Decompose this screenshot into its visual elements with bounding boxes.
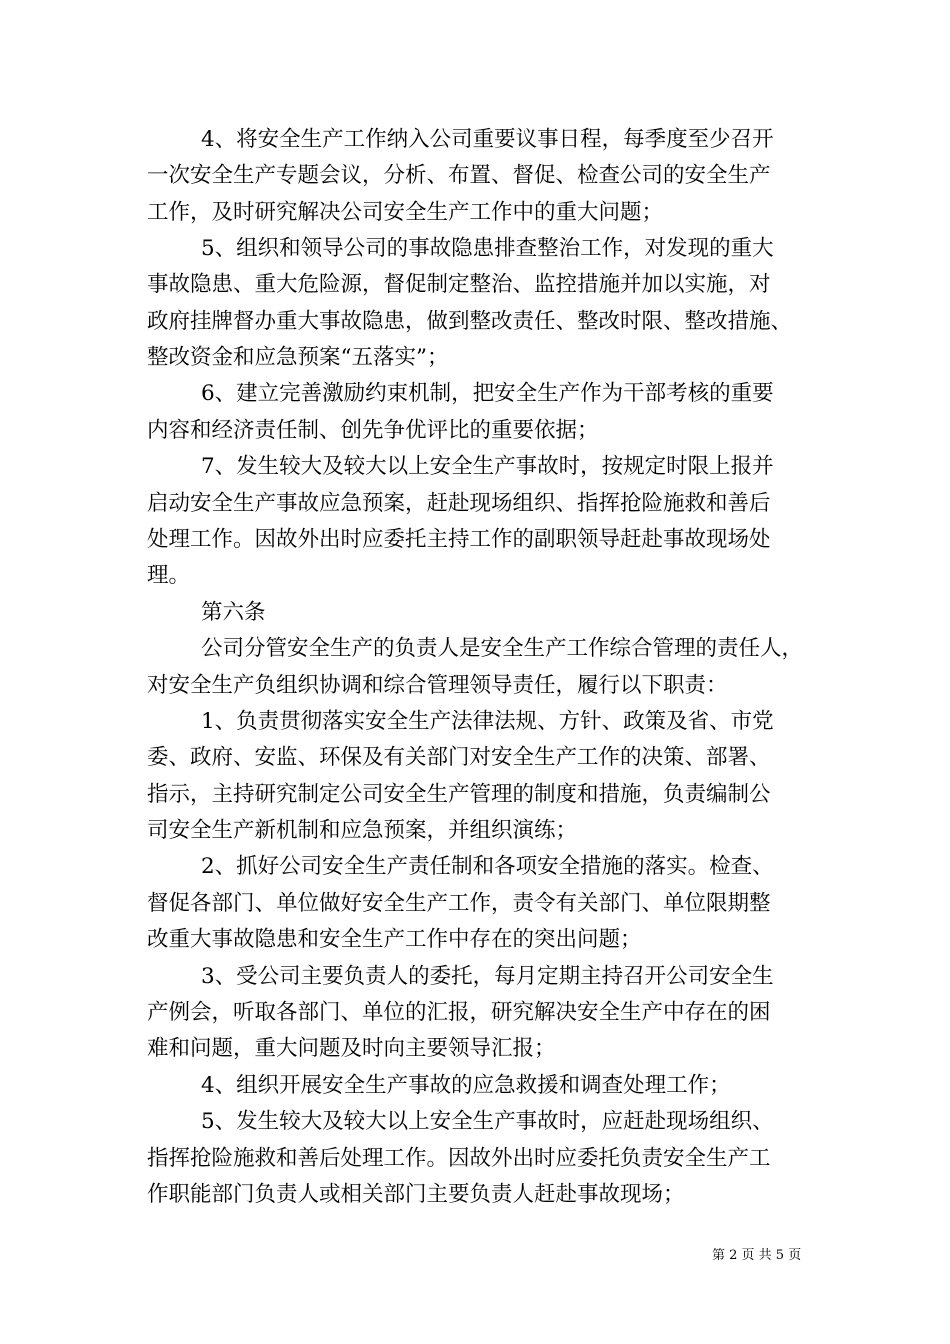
text-line: 1、负责贯彻落实安全生产法律法规、方针、政策及省、市党: [201, 709, 774, 734]
text-line: 内容和经济责任制、创先争优评比的重要依据；: [147, 418, 599, 443]
text-line: 改重大事故隐患和安全生产工作中存在的突出问题；: [147, 927, 642, 952]
text-line: 5、组织和领导公司的事故隐患排查整治工作，对发现的重大: [201, 236, 774, 261]
text-line: 6、建立完善激励约束机制，把安全生产作为干部考核的重要: [201, 381, 774, 406]
text-line: 指挥抢险施救和善后处理工作。因故外出时应委托负责安全生产工: [147, 1146, 771, 1171]
text-line: 产例会，听取各部门、单位的汇报，研究解决安全生产中存在的困: [147, 1000, 771, 1025]
text-line: 司安全生产新机制和应急预案，并组织演练；: [147, 818, 578, 843]
text-line: 难和问题，重大问题及时向主要领导汇报；: [147, 1036, 556, 1061]
text-line: 7、发生较大及较大以上安全生产事故时，按规定时限上报并: [201, 454, 774, 479]
page-number: 第 2 页 共 5 页: [712, 1248, 802, 1263]
text-line: 指示，主持研究制定公司安全生产管理的制度和措施，负责编制公: [147, 782, 771, 807]
text-line: 5、发生较大及较大以上安全生产事故时，应赶赴现场组织、: [201, 1109, 774, 1134]
text-line: 一次安全生产专题会议，分析、布置、督促、检查公司的安全生产: [147, 163, 771, 188]
section-heading: 第六条: [201, 600, 266, 625]
text-line: 3、受公司主要负责人的委托，每月定期主持召开公司安全生: [201, 964, 774, 989]
text-line: 委、政府、安监、环保及有关部门对安全生产工作的决策、部署、: [147, 745, 771, 770]
text-line: 整改资金和应急预案“五落实”；: [147, 345, 449, 370]
text-line: 4、组织开展安全生产事故的应急救援和调查处理工作；: [201, 1073, 731, 1098]
text-line: 公司分管安全生产的负责人是安全生产工作综合管理的责任人，: [201, 636, 804, 661]
text-line: 作职能部门负责人或相关部门主要负责人赶赴事故现场；: [147, 1182, 685, 1207]
text-line: 工作，及时研究解决公司安全生产工作中的重大问题；: [147, 200, 664, 225]
text-line: 理。: [147, 563, 191, 588]
text-line: 2、抓好公司安全生产责任制和各项安全措施的落实。检查、: [201, 854, 774, 879]
text-line: 政府挂牌督办重大事故隐患，做到整改责任、整改时限、整改措施、: [147, 309, 793, 334]
text-line: 对安全生产负组织协调和综合管理领导责任，履行以下职责：: [147, 673, 728, 698]
text-line: 启动安全生产事故应急预案，赶赴现场组织、指挥抢险施救和善后: [147, 491, 771, 516]
text-line: 4、将安全生产工作纳入公司重要议事日程，每季度至少召开: [201, 127, 774, 152]
text-line: 督促各部门、单位做好安全生产工作，责令有关部门、单位限期整: [147, 891, 771, 916]
text-line: 事故隐患、重大危险源，督促制定整治、监控措施并加以实施，对: [147, 272, 771, 297]
text-line: 处理工作。因故外出时应委托主持工作的副职领导赶赴事故现场处: [147, 527, 771, 552]
